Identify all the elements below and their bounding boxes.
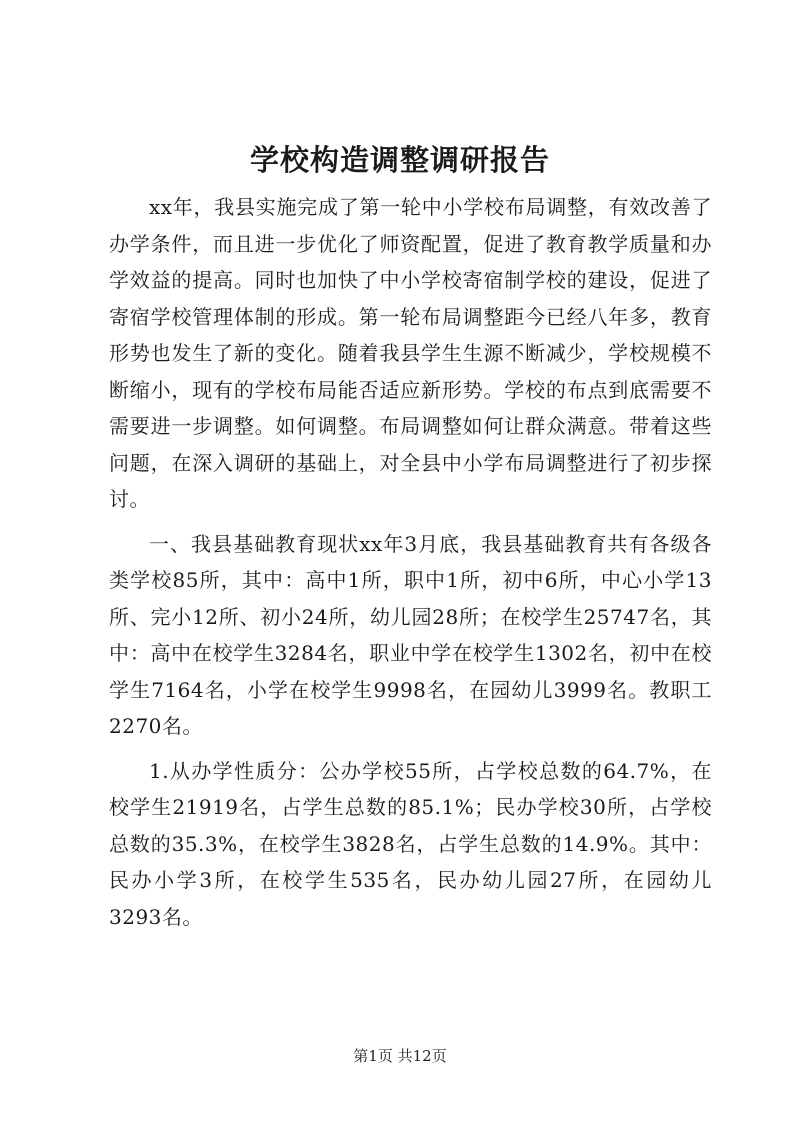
page-number-footer: 第1页 共12页	[353, 1047, 447, 1065]
paragraph-current-status: 一、我县基础教育现状xx年3月底，我县基础教育共有各级各类学校85所，其中：高中1所，职中1所，初中6所，中心小学13所、完小12所、初小24所，幼儿园28所；在校学生25747名，其中：高中在校学生3284名，职业中学在校学生1302名，初中在校学生7164名，小学在校学生9998名，在园幼儿3999名。教职工2270名。	[109, 531, 712, 738]
document-body	[109, 189, 712, 935]
paragraph-intro: xx年，我县实施完成了第一轮中小学校布局调整，有效改善了办学条件，而且进一步优化了师资配置，促进了教育教学质量和办学效益的提高。同时也加快了中小学校寄宿制学校的建设，促进了寄宿学校管理体制的形成。第一轮布局调整距今已经八年多，教育形势也发生了新的变化。随着我县学生生源不断减少，学校规模不断缩小，现有的学校布局能否适应新形势。学校的布点到底需要不需要进一步调整。如何调整。布局调整如何让群众满意。带着这些问题，在深入调研的基础上，对全县中小学布局调整进行了初步探讨。	[109, 195, 712, 511]
document-title: 学校构造调整调研报告	[249, 143, 550, 177]
paragraph-school-nature: 1.从办学性质分：公办学校55所，占学校总数的64.7%，在校学生21919名，占学生总数的85.1%；民办学校30所，占学校总数的35.3%，在校学生3828名，占学生总数的14.9%。其中：民办小学3所，在校学生535名，民办幼儿园27所，在园幼儿3293名。	[109, 758, 712, 929]
